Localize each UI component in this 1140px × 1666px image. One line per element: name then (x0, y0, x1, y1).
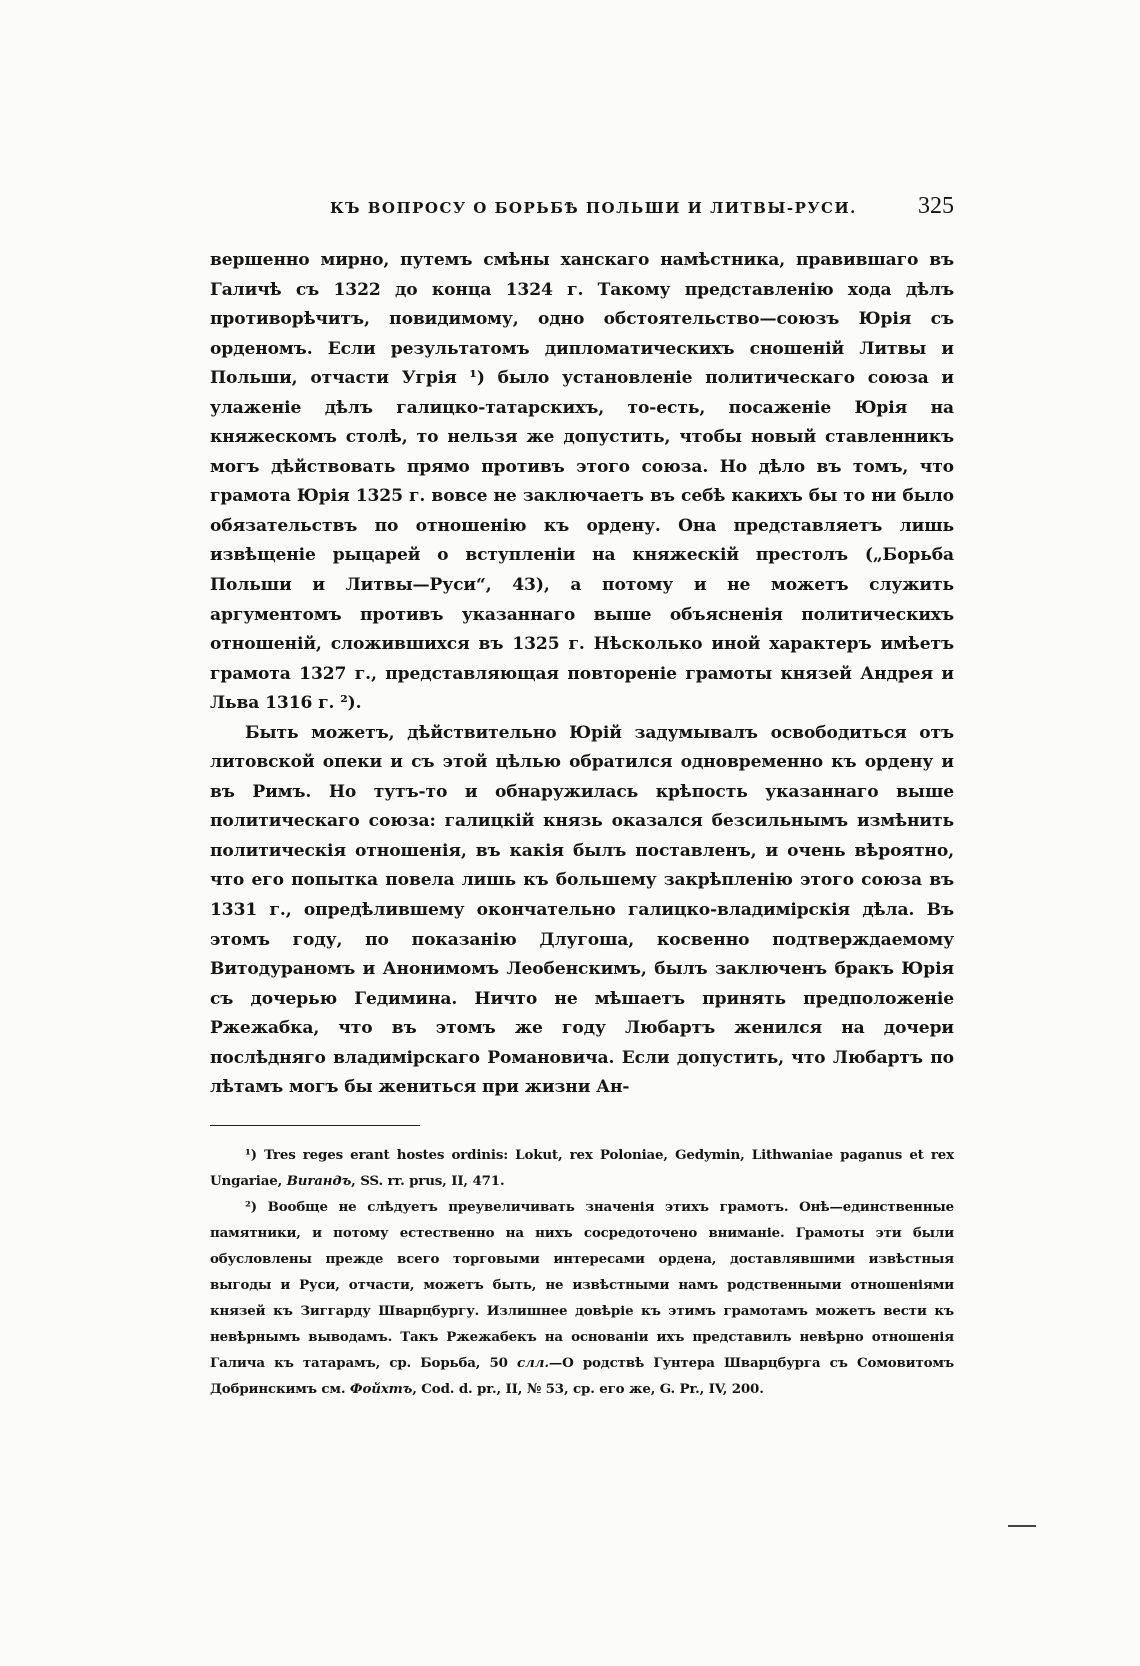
page-number: 325 (918, 193, 954, 219)
margin-mark (1008, 1525, 1036, 1527)
page-header (210, 193, 954, 227)
footnote-separator (210, 1125, 420, 1126)
footnote-1-text-b: , SS. rr. prus, II, 471. (351, 1173, 505, 1189)
running-title: КЪ ВОПРОСУ О БОРЬБѢ ПОЛЬШИ И ЛИТВЫ-РУСИ. (330, 199, 857, 217)
paragraph-2: Быть можетъ, дѣйствительно Юрій задумывалъ освободиться отъ литовской опеки и съ этой цѣлью обратился одновременно къ ордену и въ Римъ. Но тутъ-то и обнаружилась крѣпость указаннаго выше политическаго союза: галицкій князь оказался безсильнымъ измѣнить политическія отношенія, въ какія былъ поставленъ, и очень вѣроятно, что его попытка повела лишь къ большему закрѣпленію этого союза въ 1331 г., опредѣлившему окончательно галицко-владимірскія дѣла. Въ этомъ году, по показанію Длугоша, косвенно подтверждаемому Витодураномъ и Анонимомъ Леобенскимъ, былъ заключенъ бракъ Юрія съ дочерью Гедимина. Ничто не мѣшаетъ принять предположеніе Ржежабка, что въ этомъ же году Любартъ женился на дочери послѣдняго владимірскаго Романовича. Если допустить, что Любартъ по лѣтамъ могъ бы жениться при жизни Ан- (210, 722, 954, 1098)
footnote-2-text-a: Вообще не слѣдуетъ преувеличивать значенія этихъ грамотъ. Онѣ—единственные памятники, и потому естественно на нихъ сосредоточено вниманіе. Грамоты эти были обусловлены прежде всего торговыми интересами ордена, доставлявшими извѣстныя выгоды и Руси, отчасти, можетъ быть, не извѣстными намъ родственными отношеніями князей къ Зиггарду Шварцбургу. Излишнее довѣріе къ этимъ грамотамъ можетъ вести къ невѣрнымъ выводамъ. Такъ Ржежабекъ на основаніи ихъ представилъ невѣрно отношенія Галича къ татарамъ, ср. Борьба, 50 (210, 1199, 954, 1371)
footnote-2-mark: ²) (245, 1199, 257, 1215)
paragraph-1: вершенно мирно, путемъ смѣны ханскаго намѣстника, правившаго въ Галичѣ съ 1322 до конца 1324 г. Такому представленію хода дѣлъ противорѣчитъ, повидимому, одно обстоятельство—союзъ Юрія съ орденомъ. Если результатомъ дипломатическихъ сношеній Литвы и Польши, отчасти Угрія ¹) было установленіе политическаго союза и улаженіе дѣлъ галицко-татарскихъ, то-есть, посаженіе Юрія на княжескомъ столѣ, то нельзя же допустить, чтобы новый ставленникъ могъ дѣйствовать прямо противъ этого союза. Но дѣло въ томъ, что грамота Юрія 1325 г. вовсе не заключаетъ въ себѣ какихъ бы то ни было обязательствъ по отношенію къ ордену. Она представляетъ лишь извѣщеніе рыцарей о вступленіи на княжескій престолъ („Борьба Польши и Литвы—Руси“, 43), а потому и не можетъ служить аргументомъ противъ указаннаго выше объясненія политическихъ отношеній, сложившихся въ 1325 г. Нѣсколько иной характеръ имѣетъ грамота 1327 г., представляющая повтореніе грамоты князей Андрея и Льва 1316 г. ²). (210, 250, 954, 714)
footnote-1-mark: ¹) (245, 1147, 257, 1163)
footnote-2-text-b: —О родствѣ Гунтера Шварцбурга съ Сомовитомъ Добринскимъ см. (210, 1355, 954, 1397)
footnote-1-text-a: Tres reges erant hostes ordinis: Lokut, rex Poloniae, Gedymin, Lithwaniae paganus et rex Ungariae, (210, 1147, 954, 1189)
footnote-2-author: Фойхтъ (349, 1381, 413, 1397)
footnote-1-source: Виrандъ (286, 1173, 352, 1189)
footnote-2-abbrev: слл. (517, 1355, 549, 1371)
footnote-2 (210, 1194, 954, 1402)
main-text (210, 246, 954, 1103)
footnote-1 (210, 1142, 954, 1194)
footnote-2-text-c: , Cod. d. pr., II, № 53, ср. его же, G. Pr., IV, 200. (412, 1381, 764, 1397)
footnotes (210, 1142, 954, 1402)
